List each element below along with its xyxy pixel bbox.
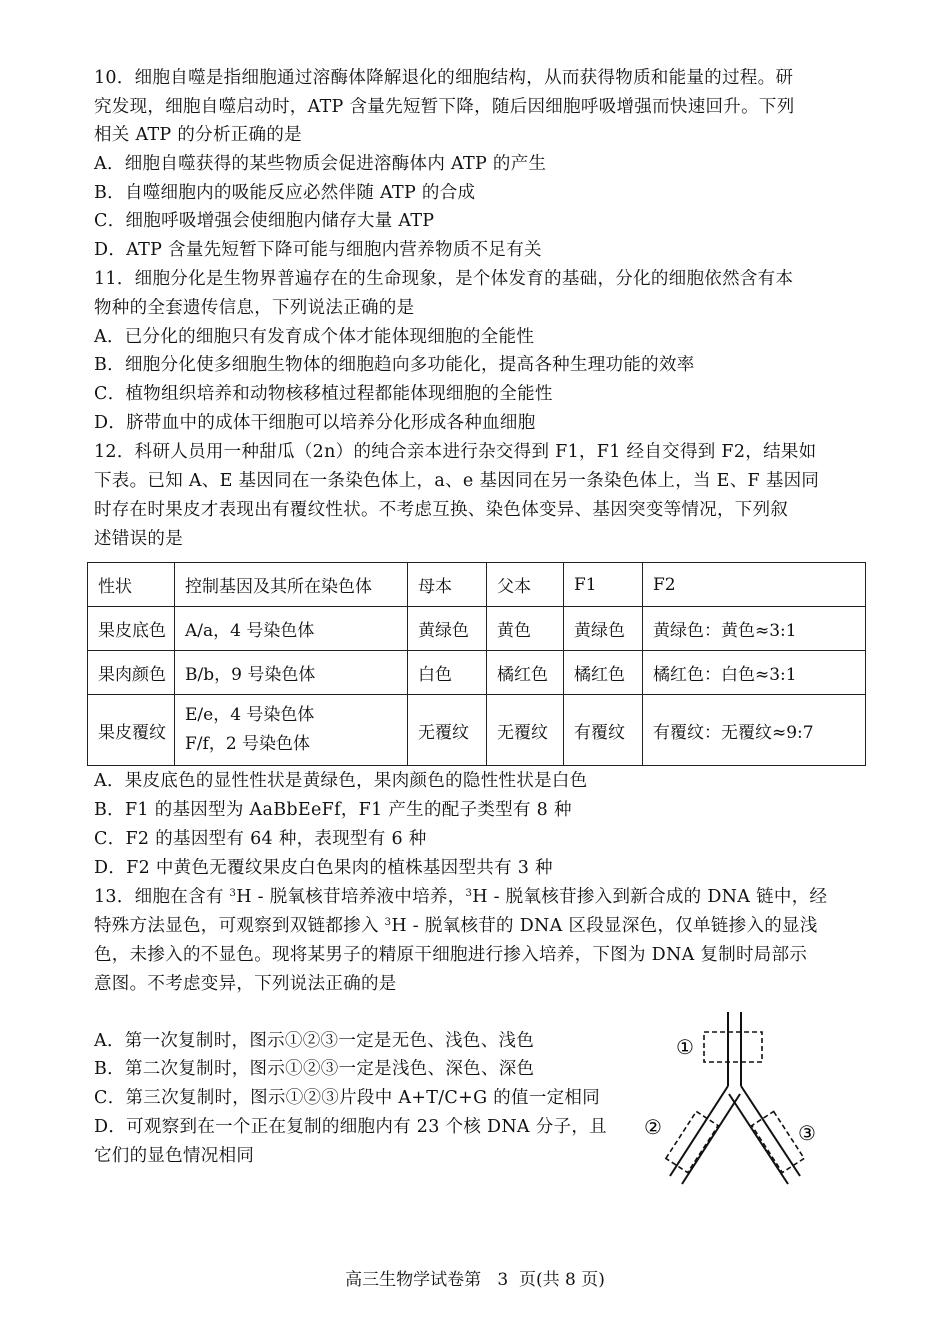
cell-father: 无覆纹 (487, 695, 564, 766)
table-header-row (88, 563, 866, 607)
q11-option-b: B．细胞分化使多细胞生物体的细胞趋向多功能化，提高各种生理功能的效率 (94, 355, 695, 375)
q13-stem-line-1 (94, 883, 827, 911)
arm-left-inner (682, 1094, 740, 1184)
label-1: ① (676, 1035, 694, 1059)
q10-option-c: C．细胞呼吸增强会使细胞内储存大量 ATP (94, 211, 435, 231)
text-span: H - 脱氧核苷掺入到新合成的 DNA 链中，经 (472, 887, 828, 907)
page-footer (0, 1265, 950, 1290)
q10-stem-line-2: 究发现，细胞自噬启动时，ATP 含量先短暂下降，随后因细胞呼吸增强而快速回升。下列 (94, 97, 795, 117)
cell-f1: 黄绿色 (564, 607, 643, 651)
footer-suffix: 页) (581, 1270, 605, 1290)
arm-left-outer (670, 1086, 728, 1176)
q11-option-d: D．脐带血中的成体干细胞可以培养分化形成各种血细胞 (94, 413, 536, 433)
q13-option-a: A．第一次复制时，图示①②③一定是无色、浅色、浅色 (94, 1031, 535, 1051)
text-span: 特殊方法显色，可观察到双链都掺入 (94, 916, 385, 936)
table-row (88, 607, 866, 651)
q11-option-c: C．植物组织培养和动物核移植过程都能体现细胞的全能性 (94, 384, 553, 404)
q13-stem-line-2 (94, 912, 818, 940)
table-row (88, 695, 866, 766)
header-cell: F1 (564, 563, 643, 607)
cell-mother: 无覆纹 (408, 695, 487, 766)
arm-right-inner (729, 1094, 788, 1184)
header-cell: 性状 (88, 563, 175, 607)
q10-stem-line-3: 相关 ATP 的分析正确的是 (94, 125, 302, 145)
cell-f2: 橘红色：白色≈3:1 (643, 651, 866, 695)
trait-table (87, 562, 866, 766)
header-cell: 父本 (487, 563, 564, 607)
q12-stem-line-3: 时存在时果皮才表现出有覆纹性状。不考虑互换、染色体变异、基因突变等情况，下列叙 (94, 500, 789, 520)
cell-trait: 果皮覆纹 (88, 695, 175, 766)
q10-option-a: A．细胞自噬获得的某些物质会促进溶酶体内 ATP 的产生 (94, 154, 547, 174)
q13-option-d-cont: 它们的显色情况相同 (94, 1146, 255, 1166)
header-cell: F2 (643, 563, 866, 607)
footer-mid: 页(共 (518, 1270, 560, 1290)
footer-total-pages: 8 (565, 1270, 576, 1290)
label-2: ② (644, 1115, 662, 1139)
gene-line: F/f，2 号染色体 (185, 734, 311, 754)
region-1-box (704, 1032, 762, 1062)
superscript: 3 (229, 888, 237, 899)
header-cell: 母本 (408, 563, 487, 607)
q12-stem-line-1: 12．科研人员用一种甜瓜（2n）的纯合亲本进行杂交得到 F1，F1 经自交得到 F2，结果如 (94, 442, 817, 462)
q10-stem-line-1: 10．细胞自噬是指细胞通过溶酶体降解退化的细胞结构，从而获得物质和能量的过程。研 (94, 68, 794, 88)
cell-f2: 有覆纹：无覆纹≈9:7 (643, 695, 866, 766)
cell-mother: 白色 (408, 651, 487, 695)
arm-right-outer (741, 1086, 800, 1176)
q10-option-d: D．ATP 含量先短暂下降可能与细胞内营养物质不足有关 (94, 240, 542, 260)
cell-genes (175, 695, 408, 766)
superscript: 3 (465, 888, 473, 899)
text-span: H - 脱氧核苷培养液中培养， (236, 887, 466, 907)
table-row (88, 651, 866, 695)
header-cell: 控制基因及其所在染色体 (175, 563, 408, 607)
dna-replication-fork-figure (640, 1008, 830, 1188)
q13-option-d: D．可观察到在一个正在复制的细胞内有 23 个核 DNA 分子，且 (94, 1117, 607, 1137)
cell-f2: 黄绿色：黄色≈3:1 (643, 607, 866, 651)
q12-option-b: B．F1 的基因型为 AaBbEeFf，F1 产生的配子类型有 8 种 (94, 800, 572, 820)
cell-genes: A/a，4 号染色体 (175, 607, 408, 651)
q12-stem-line-2: 下表。已知 A、E 基因同在一条染色体上，a、e 基因同在另一条染色体上，当 E、F 基因同 (94, 471, 820, 491)
cell-trait: 果肉颜色 (88, 651, 175, 695)
cell-f1: 橘红色 (564, 651, 643, 695)
q12-option-a: A．果皮底色的显性性状是黄绿色，果肉颜色的隐性性状是白色 (94, 771, 588, 791)
superscript: 3 (384, 917, 392, 928)
cell-genes: B/b，9 号染色体 (175, 651, 408, 695)
q13-option-c: C．第三次复制时，图示①②③片段中 A+T/C+G 的值一定相同 (94, 1088, 601, 1108)
q11-stem-line-2: 物种的全套遗传信息，下列说法正确的是 (94, 298, 415, 318)
q13-option-b: B．第二次复制时，图示①②③一定是浅色、深色、深色 (94, 1059, 535, 1079)
q11-stem-line-1: 11．细胞分化是生物界普遍存在的生命现象，是个体发育的基础，分化的细胞依然含有本 (94, 269, 794, 289)
q13-stem-line-4: 意图。不考虑变异，下列说法正确的是 (94, 974, 397, 994)
footer-prefix: 高三生物学试卷第 (345, 1270, 482, 1290)
cell-trait: 果皮底色 (88, 607, 175, 651)
label-3: ③ (798, 1121, 816, 1145)
q12-stem-line-4: 述错误的是 (94, 529, 183, 549)
q13-stem-line-3: 色，未掺入的不显色。现将某男子的精原干细胞进行掺入培养，下图为 DNA 复制时局部示 (94, 945, 808, 965)
cell-mother: 黄绿色 (408, 607, 487, 651)
q10-option-b: B．自噬细胞内的吸能反应必然伴随 ATP 的合成 (94, 183, 476, 203)
q12-option-d: D．F2 中黄色无覆纹果皮白色果肉的植株基因型共有 3 种 (94, 858, 553, 878)
q12-option-c: C．F2 的基因型有 64 种，表现型有 6 种 (94, 829, 427, 849)
text-span: H - 脱氧核苷的 DNA 区段显深色，仅单链掺入的显浅 (391, 916, 818, 936)
gene-line: E/e，4 号染色体 (185, 705, 315, 725)
cell-father: 橘红色 (487, 651, 564, 695)
footer-page-number: 3 (497, 1270, 509, 1290)
cell-f1: 有覆纹 (564, 695, 643, 766)
text-span: 13．细胞在含有 (94, 887, 230, 907)
q11-option-a: A．已分化的细胞只有发育成个体才能体现细胞的全能性 (94, 327, 535, 347)
cell-father: 黄色 (487, 607, 564, 651)
